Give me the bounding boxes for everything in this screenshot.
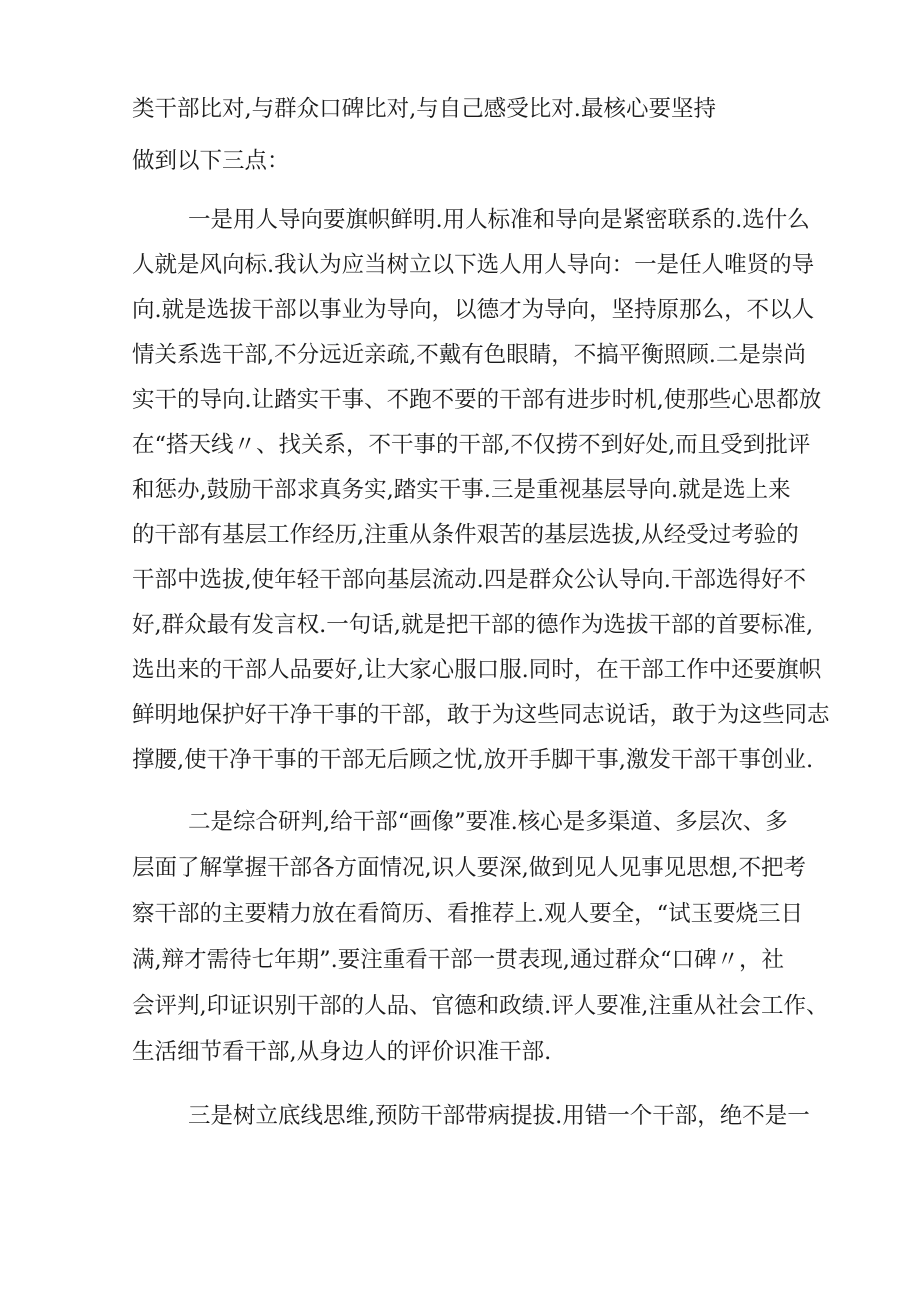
text-line: 满,辩才需待七年期”.要注重看干部一贯表现,通过群众“口碑〃，社	[132, 947, 784, 973]
text-line: 生活细节看干部,从身边人的评价识准干部.	[132, 1039, 552, 1065]
text-line: 做到以下三点：	[132, 148, 290, 174]
text-line: 和惩办,鼓励干部求真务实,踏实干事.三是重视基层导向.就是选上来	[132, 477, 791, 503]
text-line: 选出来的干部人品要好,让大家心服口服.同时，在干部工作中还要旗帜	[132, 657, 822, 683]
text-line: 层面了解掌握干部各方面情况,识人要深,做到见人见事见思想,不把考	[132, 855, 806, 881]
paragraph-2-first-line: 二是综合研判,给干部“画像”要准.核心是多渠道、多层次、多	[188, 809, 788, 835]
paragraph-3-first-line: 三是树立底线思维,预防干部带病提拔.用错一个干部，绝不是一	[188, 1103, 810, 1129]
text-line: 实干的导向.让踏实干事、不跑不要的干部有进步时机,使那些心思都放	[132, 387, 822, 413]
text-line: 在“搭天线〃、找关系，不干事的干部,不仅捞不到好处,而且受到批评	[132, 432, 811, 458]
text-line: 好,群众最有发言权.一句话,就是把干部的德作为选拔干部的首要标准,	[132, 612, 814, 638]
text-line: 的干部有基层工作经历,注重从条件艰苦的基层选拔,从经受过考验的	[132, 522, 799, 548]
text-line: 情关系选干部,不分远近亲疏,不戴有色眼睛，不搞平衡照顾.二是崇尚	[132, 342, 806, 368]
text-line: 撑腰,使干净干事的干部无后顾之忧,放开手脚干事,激发干部干事创业.	[132, 747, 814, 773]
paragraph-1-first-line: 一是用人导向要旗帜鲜明.用人标准和导向是紧密联系的.选什么	[188, 207, 810, 233]
text-line: 类干部比对,与群众口碑比对,与自己感受比对.最核心要坚持	[132, 96, 716, 122]
text-line: 人就是风向标.我认为应当树立以下选人用人导向：一是任人唯贤的导	[132, 252, 815, 278]
text-line: 会评判,印证识别干部的人品、官德和政绩.评人要准,注重从社会工作、	[132, 993, 829, 1019]
text-line: 干部中选拔,使年轻干部向基层流动.四是群众公认导向.干部选得好不	[132, 567, 806, 593]
text-line: 察干部的主要精力放在看简历、看推荐上.观人要全，“试玉要烧三日	[132, 901, 804, 927]
text-line: 向.就是选拔干部以事业为导向，以德才为导向，坚持原那么，不以人	[132, 297, 815, 323]
text-line: 鲜明地保护好干净干事的干部，敢于为这些同志说话，敢于为这些同志	[132, 702, 830, 728]
